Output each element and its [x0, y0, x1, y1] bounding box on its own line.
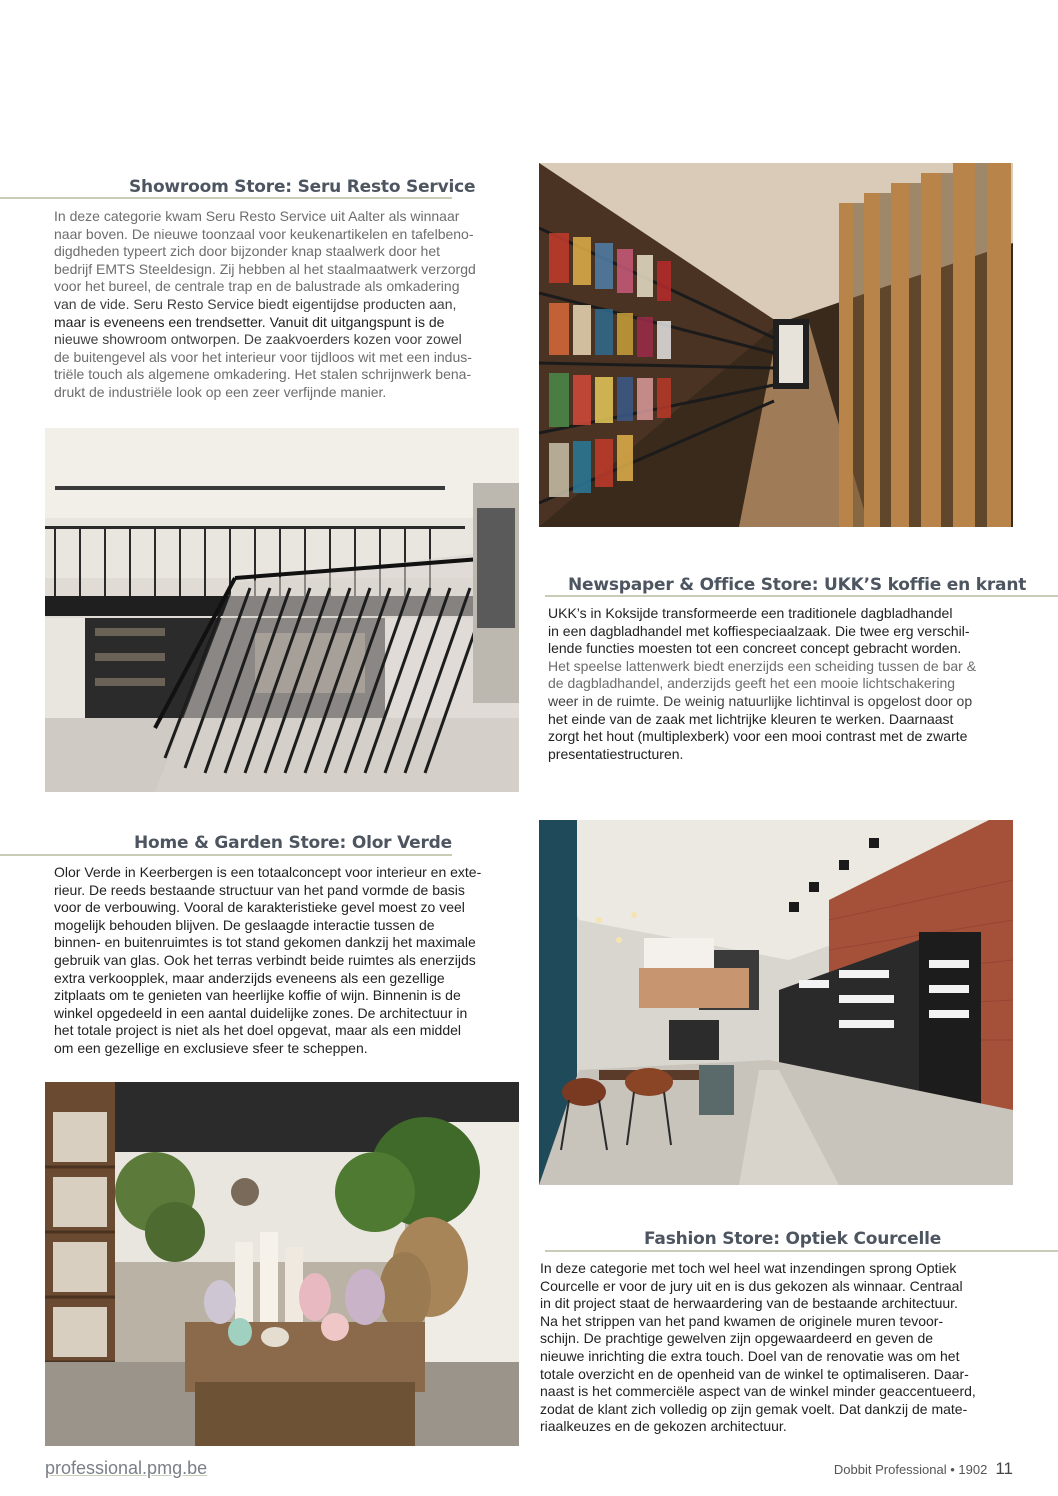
page-number: 11 [995, 1459, 1013, 1478]
text-line: weer in de ruimte. De weinig natuurlijke lichtinval is opgelost door op [548, 692, 973, 709]
text-line: triële touch als algemene omkadering. Het stalen schrijnwerk bena- [54, 366, 472, 383]
text-line: gebruik van glas. Ook het terras verbindt beide ruimtes als enerzijds [54, 951, 476, 968]
text-line: binnen- en buitenruimtes is tot stand gekomen dankzij het maximale [54, 934, 476, 951]
text-line: Het speelse lattenwerk biedt enerzijds een scheiding tussen de bar & [548, 657, 977, 674]
text-line: het einde van de zaak met lichtrijke kleuren te werken. Daarnaast [548, 710, 954, 727]
text-line: naast is het commerciële aspect van de winkel minder geaccentueerd, [540, 1383, 976, 1400]
photo-olor-verde [45, 1082, 519, 1446]
text-line: zorgt het hout (multiplexberk) voor een mooi contrast met de zwarte [548, 728, 968, 745]
section-body-optiek-courcelle [540, 1260, 1018, 1436]
text-line: nieuwe inrichting die extra touch. Doel van de renovatie was om het [540, 1347, 960, 1364]
text-line: totale overzicht en de openheid van de winkel te optimaliseren. Daar- [540, 1365, 969, 1382]
text-line: presentatiestructuren. [548, 745, 684, 762]
text-line: de dagbladhandel, anderzijds geeft het een mooie lichtschakering [548, 675, 956, 692]
text-line: nieuwe showroom ontworpen. De zaakvoerders kozen voor zowel [54, 331, 462, 348]
section-title-olor-verde: Home & Garden Store: Olor Verde [134, 833, 452, 853]
text-line: schijn. De prachtige gewelven zijn opgewaardeerd en geven de [540, 1330, 934, 1347]
text-line: voor de verbouwing. Vooral de karakteristieke gevel moest zo veel [54, 899, 465, 916]
text-line: winkel opgedeeld in een aantal duidelijke zones. De architectuur in [54, 1004, 468, 1021]
text-line: Olor Verde in Keerbergen is een totaalconcept voor interieur en exte- [54, 864, 482, 880]
text-line: naar boven. De nieuwe toonzaal voor keukenartikelen en tafelbeno- [54, 225, 474, 242]
text-line: extra verkoopplek, maar anderzijds eveneens als een gezellige [54, 969, 445, 986]
text-line: het totale project is niet als het doel opgevat, maar als een middel [54, 1022, 462, 1039]
footer-website-link[interactable]: professional.pmg.be [45, 1458, 208, 1478]
photo-optiek-courcelle [539, 820, 1013, 1185]
section-body-olor-verde [54, 864, 516, 1058]
text-line: Na het strippen van het pand kwamen de originele muren tevoor- [540, 1312, 944, 1329]
text-line: In deze categorie kwam Seru Resto Service uit Aalter als winnaar [54, 208, 460, 224]
text-line: digdheden typeert zich door bijzonder knap staalwerk door het [54, 243, 441, 260]
section-body-ukks [548, 605, 1018, 763]
text-line: zitplaats om te genieten van heerlijke koffie of wijn. Binnenin is de [54, 987, 461, 1004]
text-line: lende functies moesten tot een concreet concept gebracht worden. [548, 640, 962, 657]
text-line: in dit project staat de herwaardering van de bestaande architectuur. [540, 1295, 958, 1312]
footer-publication [834, 1459, 1013, 1479]
text-line: rieur. De reeds bestaande structuur van het pand vormde de basis [54, 881, 465, 898]
text-line: UKK’s in Koksijde transformeerde een traditionele dagbladhandel [548, 605, 953, 621]
text-line: Courcelle er voor de jury uit en is dus gekozen als winnaar. Centraal [540, 1277, 963, 1294]
section-title-ukks: Newspaper & Office Store: UKK’S koffie en krant [568, 575, 1027, 595]
section-rule [545, 1250, 1058, 1252]
text-line: om een gezellige en exclusieve sfeer te scheppen. [54, 1039, 368, 1056]
photo-ukks-store [539, 163, 1013, 527]
photo-seru-showroom [45, 428, 519, 792]
text-line: In deze categorie met toch wel heel wat inzendingen sprong Optiek [540, 1260, 957, 1276]
text-line: bedrijf EMTS Steeldesign. Zij hebben al het staalmaatwerk verzorgd [54, 260, 476, 277]
text-line: de buitengevel als voor het interieur voor tijdloos wit met een indus- [54, 348, 472, 365]
section-rule [0, 854, 452, 856]
text-line: drukt de industriële look op een zeer verfijnde manier. [54, 383, 387, 400]
text-line: in een dagbladhandel met koffiespeciaalzaak. Die twee erg verschil- [548, 622, 970, 639]
section-rule [545, 595, 1058, 597]
text-line: maar is eveneens een trendsetter. Vanuit dit uitgangspunt is de [54, 313, 445, 330]
section-rule [0, 197, 452, 199]
text-line: van de vide. Seru Resto Service biedt eigentijdse producten aan, [54, 295, 457, 312]
text-line: zodat de klant zich volledig op zijn gemak voelt. Dat dankzij de mate- [540, 1400, 968, 1417]
section-body-seru [54, 208, 516, 402]
text-line: riaalkeuzes en de gekozen architectuur. [540, 1418, 787, 1435]
publication-name: Dobbit Professional • 1902 [833, 1462, 988, 1477]
text-line: voor het bureel, de centrale trap en de balustrade als omkadering [54, 278, 460, 295]
section-title-seru: Showroom Store: Seru Resto Service [129, 177, 476, 197]
text-line: mogelijk behouden blijven. De geslaagde interactie tussen de [54, 916, 435, 933]
section-title-optiek-courcelle: Fashion Store: Optiek Courcelle [644, 1229, 942, 1249]
